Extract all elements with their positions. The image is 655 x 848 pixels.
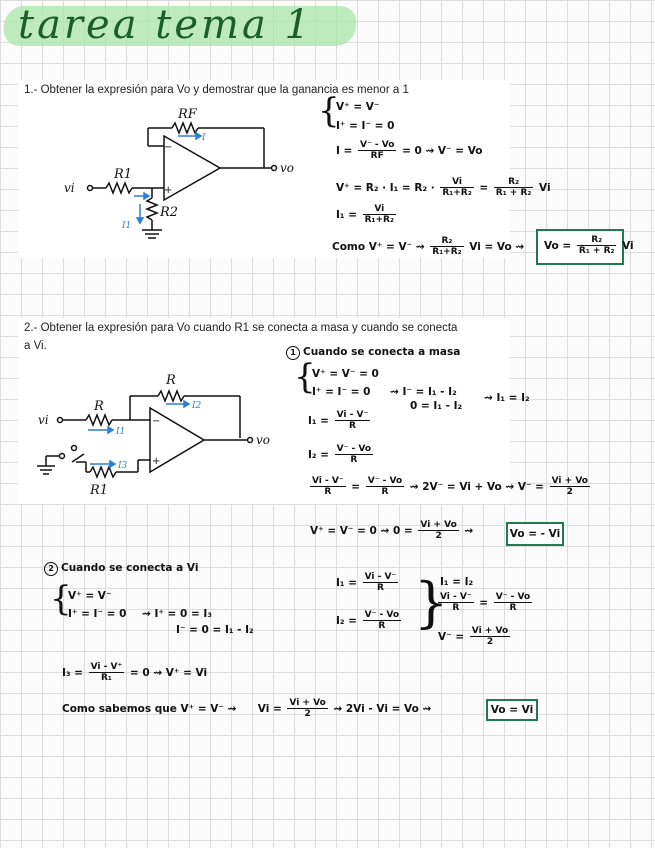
circuit-1-r1-label: R1 [114,167,133,182]
case-1-eq-i1: I₁ = $\frac{Vi - V^-}{R}$ [308,410,369,432]
case-1-relation-2: 0 = I₁ - I₂ [410,400,463,412]
circuit-1-vi-label: vi [64,181,75,195]
case-1-system-line-1: V⁺ = V⁻ = 0 [312,368,379,380]
case-2-system-line-1: V⁺ = V⁻ [68,590,112,602]
circuit-2-vo-label: vo [256,433,271,447]
circuit-1-r2-label: R2 [160,205,179,220]
problem-2-heading-line-1: 2.- Obtener la expresión para Vo cuando R1 se conecta a masa y cuando se conecta [24,322,458,334]
case-2-relation-1: ⇝ I⁺ = 0 = I₃ [142,608,212,620]
circuit-2-i1-label: I1 [116,427,126,437]
circuit-2-r-input-label: R [94,399,104,414]
case-2-bracket-line-3: V⁻ = $\frac{Vi + Vo}{2}$ [438,626,509,648]
case-1-system-brace: { [294,357,316,397]
case-1-eq-i2: I₂ = $\frac{V^- - Vo}{R}$ [308,444,371,466]
case-1-number: 1 [286,346,300,360]
circuit-1-diagram [60,98,308,248]
p1-result-box: Vo = $\frac{\text{R₂}}{\text{R₁ + R₂}}$ Vi [536,229,624,265]
circuit-2-vi-label: vi [38,413,49,427]
circuit-1-i-label: I [202,133,206,143]
case-1-heading: 1 Cuando se conecta a masa [286,346,460,360]
svg-text:−: − [152,416,161,427]
page-title: tarea tema 1 [18,2,313,48]
p1-system-line-2: I⁺ = I⁻ = 0 [336,120,395,132]
circuit-2-r1-label: R1 [90,483,109,498]
circuit-1-i1-label: I1 [122,221,132,231]
problem-2-heading-line-2: a Vi. [24,340,47,352]
case-2-bracket-line-2: $\frac{Vi - V^-}{R}$ = $\frac{V^- - Vo}{R}$ [440,592,531,614]
case-2-relation-2: I⁻ = 0 = I₁ - I₂ [176,624,254,636]
p1-eq-conclusion: Como V⁺ = V⁻ ⇝ $\frac{\text{R₂}}{\text{R₁+R₂}}$ Vi = Vo ⇝ [332,236,525,258]
case-1-system-line-2: I⁺ = I⁻ = 0 [312,386,371,398]
circuit-2-i3-label: I3 [118,461,128,471]
circuit-1-vo-label: vo [280,161,295,175]
case-2-bracket-line-1: I₁ = I₂ [440,576,474,588]
circuit-1-rf-label: RF [178,107,197,122]
p1-system-line-1: V⁺ = V⁻ [336,101,380,113]
case-1-relation-1: ⇝ I⁻ = I₁ - I₂ [390,386,457,398]
p1-eq-vplus: V⁺ = R₂ · I₁ = R₂ · $\frac{Vi}{\text{R₁+R₂}}$ = $\frac{\text{R₂}}{\text{R₁ + R₂}}$ Vi [336,177,551,199]
p1-system-brace: { [318,91,340,131]
case-2-system-line-2: I⁺ = I⁻ = 0 [68,608,127,620]
svg-text:−: − [164,142,173,153]
case-2-eq-i1: I₁ = $\frac{Vi - V^-}{R}$ [336,572,397,594]
case-1-eq-final: V⁺ = V⁻ = 0 ⇝ 0 = $\frac{Vi + Vo}{2}$ ⇝ [310,520,474,542]
circuit-2-diagram [28,368,278,508]
circuit-2-i2-label: I2 [192,401,202,411]
case-1-eq-combined: $\frac{Vi - V^-}{R}$ = $\frac{V^- - Vo}{R}$ ⇝ 2V⁻ = Vi + Vo ⇝ V⁻ = $\frac{Vi + Vo}{2}$ [312,476,588,498]
circuit-2-r-label: R [166,373,176,388]
case-2-eq-i2: I₂ = $\frac{V^- - Vo}{R}$ [336,610,399,632]
case-2-result-box: Vo = Vi [486,699,538,721]
p1-eq-i1: I₁ = $\frac{Vi}{\text{R₁+R₂}}$ [336,204,394,226]
p1-eq-current: I = $\frac{V^- - Vo}{RF}$ = 0 ⇝ V⁻ = Vo [336,140,483,162]
case-2-system-brace: { [50,579,72,619]
case-2-number: 2 [44,562,58,576]
case-2-right-brace: } [414,571,449,634]
case-2-heading: 2 Cuando se conecta a Vi [44,562,198,576]
case-1-result-box: Vo = - Vi [506,522,564,546]
problem-1-heading: 1.- Obtener la expresión para Vo y demostrar que la ganancia es menor a 1 [24,84,409,96]
svg-text:+: + [152,456,161,467]
svg-text:+: + [164,185,173,196]
case-2-eq-i3: I₃ = $\frac{Vi - V^+}{\text{R₁}}$ = 0 ⇝ V⁺ = Vi [62,662,208,684]
case-2-eq-final: Como sabemos que V⁺ = V⁻ ⇝ Vi = $\frac{Vi + Vo}{2}$ ⇝ 2Vi - Vi = Vo ⇝ [62,698,432,720]
case-1-relation-3: ⇝ I₁ = I₂ [484,392,530,404]
